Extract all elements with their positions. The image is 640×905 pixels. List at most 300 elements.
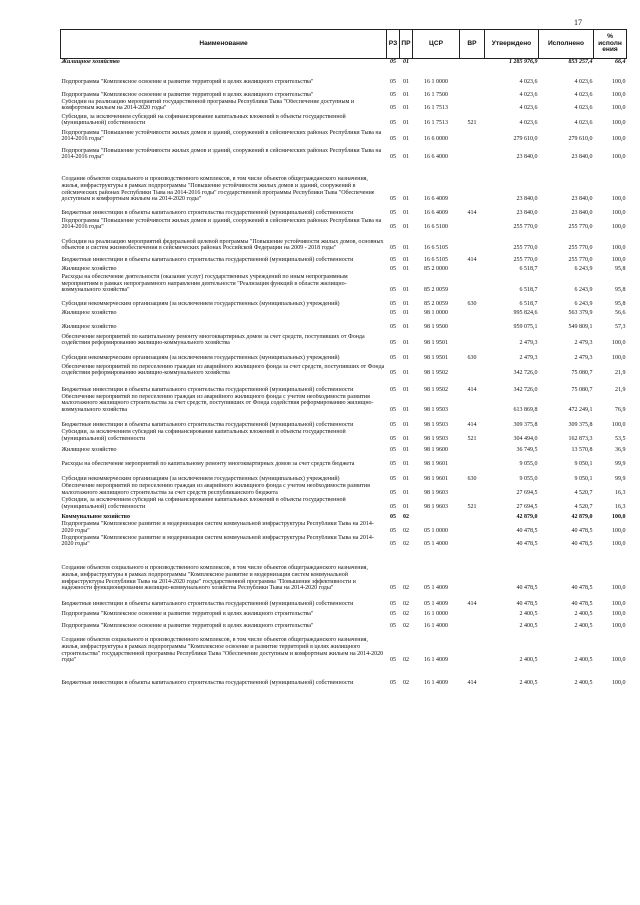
row-vr <box>460 535 485 548</box>
row-rz: 05 <box>390 154 396 161</box>
row-rz: 05 <box>390 257 396 264</box>
row-percent: 100,0 <box>612 245 626 252</box>
row-rz: 05 <box>390 266 396 273</box>
table-row <box>61 377 627 394</box>
row-executed: 4 520,7 <box>574 503 593 510</box>
row-csr: 98 1 9502 <box>424 370 448 377</box>
row-name: Жилищное хозяйство <box>61 59 120 65</box>
row-csr: 98 1 9503 <box>424 421 448 428</box>
row-percent: 100,0 <box>612 136 626 143</box>
row-executed: 4 023,6 <box>574 79 593 85</box>
row-rz: 05 <box>390 387 396 394</box>
row-vr: 414 <box>467 257 477 264</box>
row-name: Бюджетные инвестиции в объекты капитального строительства государственной (муниципальной) собственности <box>61 257 354 264</box>
table-row <box>61 347 627 362</box>
table-row <box>61 273 627 294</box>
row-executed: 23 840,0 <box>571 210 593 217</box>
row-csr: 16 1 7513 <box>424 120 448 127</box>
row-rz: 05 <box>390 601 396 608</box>
row-csr: 98 1 9500 <box>424 324 448 331</box>
row-csr: 16 6 4000 <box>424 154 448 161</box>
row-rz: 05 <box>390 623 396 630</box>
row-name: Подпрограмма "Комплексное развитие и модернизация систем коммунальной инфраструктуры Республики Тыва на 2014-2020 годы" <box>61 534 374 548</box>
row-pr: 01 <box>403 59 409 65</box>
row-approved: 2 479,3 <box>519 340 538 347</box>
row-name: Подпрограмма "Повышение устойчивости жилых домов и зданий, сооружений в сейсмических районах Республики Тыва на 2014-2016 годы" <box>61 129 382 143</box>
row-percent: 16,3 <box>615 489 626 496</box>
row-pr: 01 <box>403 475 409 482</box>
row-name: Обеспечение мероприятий по переселению граждан из аварийного жилищного фонда с учетом необходимости развития малоэтажного жилищного строительства за счет средств, поступивших от Фонда содействия реформированию жилищно-коммунального хозяйства <box>61 393 374 413</box>
row-vr <box>460 331 485 347</box>
row-rz: 05 <box>390 406 396 413</box>
row-approved: 9 055,0 <box>519 475 538 482</box>
row-name: Бюджетные инвестиции в объекты капитального строительства государственной (муниципальной) собственности <box>61 210 354 217</box>
row-rz: 05 <box>390 460 396 467</box>
row-name: Субсидии на реализацию мероприятий федеральной целевой программы "Повышение устойчивости жилых домов, основных объектов и систем жизнеобеспечения в сейсмических районах Российской Федерации на 2009 - 2018 годы" <box>61 238 384 252</box>
page-number: 17 <box>574 18 582 27</box>
row-csr: 16 6 5105 <box>424 245 448 252</box>
table-row <box>61 497 627 511</box>
row-vr <box>460 161 485 203</box>
row-pr: 01 <box>403 421 409 428</box>
row-vr: 521 <box>467 435 477 442</box>
table-row <box>61 112 627 127</box>
row-name: Субсидии некоммерческим организациям (за исключением государственных (муниципальных) учреждений) <box>61 355 340 362</box>
row-executed: 6 243,9 <box>574 287 593 294</box>
row-name: Создание объектов социального и производственного комплексов, в том числе объектов общегражданского назначения, жилья, инфраструктуры в рамках подпрограммы "Повышение устойчивости жилых домов и зданий, сооружений в сейсмических районах Республики Тыва на 2014-2016 годы" государственной программы Республики Тыва "Обеспечение доступным и комфортным жильем на 2014-2020 годы" <box>61 176 375 203</box>
header-csr: ЦСР <box>413 30 460 59</box>
row-approved: 40 478,5 <box>516 541 538 548</box>
row-name: Бюджетные инвестиции в объекты капитального строительства государственной (муниципальной) собственности <box>61 387 354 394</box>
row-percent: 100,0 <box>612 340 626 347</box>
row-rz: 05 <box>390 611 396 618</box>
row-pr: 01 <box>403 301 409 308</box>
row-approved: 959 075,1 <box>513 324 538 331</box>
header-percent: % исполн ения <box>594 30 627 59</box>
row-rz: 05 <box>390 475 396 482</box>
row-vr <box>460 86 485 99</box>
header-vr: ВР <box>460 30 485 59</box>
row-pr: 02 <box>403 623 409 630</box>
row-rz: 05 <box>390 245 396 252</box>
row-pr: 01 <box>403 224 409 231</box>
row-csr <box>413 59 460 66</box>
row-pr: 02 <box>403 513 409 520</box>
row-approved: 23 840,0 <box>516 196 538 203</box>
row-vr <box>460 317 485 331</box>
row-approved: 1 285 976,9 <box>509 59 538 65</box>
row-percent: 100,0 <box>612 680 626 687</box>
row-pr: 01 <box>403 136 409 143</box>
row-executed: 4 023,6 <box>574 105 593 112</box>
table-row <box>61 99 627 112</box>
row-executed: 75 080,7 <box>571 387 593 394</box>
header-pr: ПР <box>400 30 413 59</box>
row-approved: 40 478,5 <box>516 527 538 534</box>
row-approved: 40 478,5 <box>516 601 538 608</box>
row-approved: 4 023,6 <box>519 79 538 85</box>
row-csr: 16 1 4009 <box>424 657 448 664</box>
row-name: Бюджетные инвестиции в объекты капитального строительства государственной (муниципальной) собственности <box>61 680 354 687</box>
table-row <box>61 414 627 429</box>
row-pr: 01 <box>403 387 409 394</box>
row-csr: 98 1 9501 <box>424 355 448 362</box>
row-name: Коммунальное хозяйство <box>61 513 130 520</box>
row-csr: 16 6 4009 <box>424 196 448 203</box>
row-percent: 100,0 <box>612 623 626 630</box>
row-pr: 01 <box>403 120 409 127</box>
row-pr: 01 <box>403 210 409 217</box>
row-vr <box>460 59 485 66</box>
table-row <box>61 59 627 66</box>
row-vr <box>460 483 485 497</box>
row-csr: 98 1 9601 <box>424 475 448 482</box>
row-vr <box>460 618 485 630</box>
row-approved: 613 869,8 <box>513 406 538 413</box>
row-percent: 99,9 <box>615 460 626 467</box>
row-approved: 2 400,5 <box>519 657 538 664</box>
row-executed: 6 243,9 <box>574 266 593 273</box>
row-vr: 521 <box>467 120 477 127</box>
row-executed: 2 400,5 <box>574 657 593 664</box>
row-pr: 02 <box>403 527 409 534</box>
row-csr: 85 2 0059 <box>424 287 448 294</box>
row-name: Субсидии, за исключением субсидий на софинансирование капитальных вложений в объекты государственной (муниципальной) собственности <box>61 429 346 442</box>
row-csr: 98 1 9502 <box>424 387 448 394</box>
table-row <box>61 592 627 608</box>
row-approved: 995 824,6 <box>513 310 538 317</box>
row-rz: 05 <box>390 340 396 347</box>
row-pr: 02 <box>403 541 409 548</box>
row-percent: 56,6 <box>615 310 626 317</box>
row-csr: 16 1 0000 <box>424 611 448 618</box>
row-percent: 100,0 <box>612 601 626 608</box>
row-approved: 255 770,0 <box>513 257 538 264</box>
row-percent: 95,8 <box>615 266 626 273</box>
row-percent: 100,0 <box>612 513 626 520</box>
row-executed: 255 770,0 <box>568 224 593 231</box>
row-vr: 630 <box>467 475 477 482</box>
row-name: Жилищное хозяйство <box>61 446 117 453</box>
row-csr: 16 1 4000 <box>424 623 448 630</box>
row-percent: 100,0 <box>612 105 626 112</box>
row-csr: 98 1 0000 <box>424 310 448 317</box>
row-vr: 414 <box>467 680 477 687</box>
row-percent: 100,0 <box>612 657 626 664</box>
row-approved: 6 518,7 <box>519 266 538 273</box>
row-approved: 2 400,5 <box>519 623 538 630</box>
row-name: Жилищное хозяйство <box>61 310 117 317</box>
table-row <box>61 468 627 483</box>
row-rz: 05 <box>390 527 396 534</box>
row-executed: 13 570,8 <box>571 446 593 453</box>
row-csr: 05 1 4009 <box>424 585 448 592</box>
table-row <box>61 143 627 161</box>
table-row <box>61 66 627 86</box>
table-row <box>61 664 627 687</box>
row-approved: 2 400,5 <box>519 680 538 687</box>
row-csr: 16 6 4009 <box>424 210 448 217</box>
row-executed: 279 610,0 <box>568 136 593 143</box>
row-approved: 4 023,6 <box>519 92 538 98</box>
row-pr: 01 <box>403 340 409 347</box>
row-name: Подпрограмма "Комплексное развитие и модернизация систем коммунальной инфраструктуры Республики Тыва на 2014-2020 годы" <box>61 521 374 534</box>
row-rz: 05 <box>390 657 396 664</box>
row-pr: 01 <box>403 196 409 203</box>
row-percent: 100,0 <box>612 79 626 85</box>
row-approved: 255 770,0 <box>513 245 538 252</box>
budget-table <box>60 29 627 687</box>
row-name: Жилищное хозяйство <box>61 266 117 273</box>
row-approved: 4 023,6 <box>519 120 538 127</box>
row-name: Жилищное хозяйство <box>61 324 117 331</box>
row-rz: 05 <box>390 421 396 428</box>
row-pr: 01 <box>403 92 409 98</box>
row-executed: 549 809,1 <box>568 324 593 331</box>
row-executed: 9 050,1 <box>574 460 593 467</box>
row-pr: 01 <box>403 435 409 442</box>
row-rz: 05 <box>390 224 396 231</box>
row-rz: 05 <box>390 196 396 203</box>
table-row <box>61 618 627 630</box>
row-percent: 66,4 <box>615 59 626 65</box>
row-percent: 21,9 <box>615 387 626 394</box>
row-vr <box>460 511 485 521</box>
table-header <box>61 30 627 59</box>
row-rz: 05 <box>390 489 396 496</box>
row-executed: 4 520,7 <box>574 489 593 496</box>
row-name: Подпрограмма "Комплексное освоение и развитие территорий в целях жилищного строительства" <box>61 92 314 98</box>
row-vr <box>460 99 485 112</box>
row-vr <box>460 608 485 618</box>
row-name: Субсидии, за исключением субсидий на софинансирование капитальных вложений в объекты государственной (муниципальной) собственности <box>61 113 346 127</box>
row-pr: 01 <box>403 370 409 377</box>
row-approved: 6 518,7 <box>519 301 538 308</box>
row-name: Подпрограмма "Повышение устойчивости жилых домов и зданий, сооружений в сейсмических районах Республики Тыва на 2014-2016 годы" <box>61 217 382 231</box>
row-percent: 100,0 <box>612 257 626 264</box>
table-row <box>61 535 627 548</box>
row-executed: 563 379,9 <box>568 310 593 317</box>
row-name: Субсидии некоммерческим организациям (за исключением государственных (муниципальных) учреждений) <box>61 475 340 482</box>
row-name: Субсидии, за исключением субсидий на софинансирование капитальных вложений в объекты государственной (муниципальной) собственности <box>61 497 346 510</box>
row-approved: 9 055,0 <box>519 460 538 467</box>
row-name: Подпрограмма "Повышение устойчивости жилых домов и зданий, сооружений в сейсмических районах Республики Тыва на 2014-2016 годы" <box>61 147 382 161</box>
row-approved: 4 023,6 <box>519 105 538 112</box>
row-executed: 162 873,3 <box>568 435 593 442</box>
row-approved: 279 610,0 <box>513 136 538 143</box>
row-vr <box>460 454 485 468</box>
row-pr: 01 <box>403 287 409 294</box>
row-csr: 98 1 9501 <box>424 340 448 347</box>
row-name: Создание объектов социального и производственного комплексов, в том числе объектов общегражданского назначения, жилья, инфраструктуры в рамках подпрограммы "Комплексное развитие и модернизация систем коммунальной инфраструктуры Республики Тыва на 2014-2020 годы" государственной программы "Повышение эффективности и надежности функционирования жилищно-коммунального хозяйства Республики Тыва на 2014-2020 годы" <box>61 565 368 592</box>
row-pr: 02 <box>403 585 409 592</box>
row-name: Создание объектов социального и производственного комплексов, в том числе объектов общегражданского назначения, жилья, инфраструктуры в рамках подпрограммы "Комплексное освоение и развитие территорий в целях жилищного строительства" государственной программы Республики Тыва "Обеспечение доступным и комфортным жильем на 2014-2020 годы" <box>61 637 384 664</box>
row-rz: 05 <box>390 355 396 362</box>
row-percent: 100,0 <box>612 421 626 428</box>
row-rz: 05 <box>390 585 396 592</box>
row-csr: 16 1 0000 <box>424 79 448 85</box>
row-rz: 05 <box>390 541 396 548</box>
row-name: Бюджетные инвестиции в объекты капитального строительства государственной (муниципальной) собственности <box>61 421 354 428</box>
row-executed: 2 400,5 <box>574 611 593 618</box>
row-executed: 40 478,5 <box>571 527 593 534</box>
row-approved: 36 749,5 <box>516 446 538 453</box>
row-name: Подпрограмма "Комплексное освоение и развитие территорий в целях жилищного строительства" <box>61 623 314 630</box>
row-csr <box>413 511 460 521</box>
row-rz: 05 <box>390 79 396 85</box>
row-rz: 05 <box>390 513 396 520</box>
row-percent: 100,0 <box>612 120 626 127</box>
row-pr: 01 <box>403 446 409 453</box>
row-csr: 16 1 4009 <box>424 680 448 687</box>
row-csr: 05 1 4000 <box>424 541 448 548</box>
table-row <box>61 161 627 203</box>
row-rz: 05 <box>390 301 396 308</box>
row-executed: 255 770,0 <box>568 245 593 252</box>
row-vr <box>460 231 485 252</box>
row-executed: 2 400,5 <box>574 680 593 687</box>
row-percent: 100,0 <box>612 210 626 217</box>
table-row <box>61 454 627 468</box>
row-approved: 309 375,8 <box>513 421 538 428</box>
table-row <box>61 294 627 308</box>
row-percent: 100,0 <box>612 224 626 231</box>
table-row <box>61 394 627 414</box>
row-csr: 98 1 9603 <box>424 489 448 496</box>
row-percent: 95,8 <box>615 301 626 308</box>
table-row <box>61 252 627 264</box>
table-row <box>61 264 627 273</box>
row-vr <box>460 143 485 161</box>
row-name: Подпрограмма "Комплексное освоение и развитие территорий в целях жилищного строительства" <box>61 79 314 85</box>
table-row <box>61 317 627 331</box>
row-executed: 9 050,1 <box>574 475 593 482</box>
row-csr: 16 6 5105 <box>424 257 448 264</box>
row-name: Обеспечение мероприятий по переселению граждан из аварийного жилищного фонда с учетом необходимости развития малоэтажного жилищного строительства за счет средств республиканского бюджета <box>61 483 370 496</box>
table-row <box>61 483 627 497</box>
row-executed: 255 770,0 <box>568 257 593 264</box>
row-rz: 05 <box>390 370 396 377</box>
table-row <box>61 429 627 443</box>
row-vr <box>460 264 485 273</box>
row-vr <box>460 362 485 377</box>
row-executed: 42 879,0 <box>571 513 593 520</box>
row-vr: 630 <box>467 301 477 308</box>
row-vr <box>460 127 485 143</box>
row-vr <box>460 217 485 231</box>
row-rz: 05 <box>390 92 396 98</box>
row-csr: 16 1 7500 <box>424 92 448 98</box>
header-executed: Исполнено <box>539 30 594 59</box>
row-percent: 21,9 <box>615 370 626 377</box>
row-csr: 05 1 0000 <box>424 527 448 534</box>
row-executed: 309 375,8 <box>568 421 593 428</box>
row-executed: 40 478,5 <box>571 541 593 548</box>
row-percent: 100,0 <box>612 585 626 592</box>
row-executed: 6 243,9 <box>574 301 593 308</box>
row-pr: 01 <box>403 257 409 264</box>
table-row <box>61 608 627 618</box>
row-name: Субсидии на реализацию мероприятий государственной программы Республики Тыва "Обеспечение доступным и комфортным жильем на 2014-2020 годы" <box>61 98 355 112</box>
row-approved: 2 479,3 <box>519 355 538 362</box>
row-approved: 342 726,0 <box>513 370 538 377</box>
table-row <box>61 308 627 317</box>
row-executed: 40 478,5 <box>571 585 593 592</box>
row-approved: 27 694,5 <box>516 489 538 496</box>
row-executed: 2 479,3 <box>574 355 593 362</box>
row-rz: 05 <box>390 105 396 112</box>
row-percent: 100,0 <box>612 355 626 362</box>
row-approved: 23 840,0 <box>516 210 538 217</box>
row-csr: 05 1 4009 <box>424 601 448 608</box>
table-row <box>61 203 627 217</box>
table-row <box>61 548 627 592</box>
table-row <box>61 511 627 521</box>
row-pr: 01 <box>403 324 409 331</box>
row-vr: 414 <box>467 387 477 394</box>
row-csr: 98 1 9503 <box>424 406 448 413</box>
row-rz: 05 <box>390 435 396 442</box>
row-approved: 23 840,0 <box>516 154 538 161</box>
row-rz: 05 <box>390 136 396 143</box>
row-pr: 01 <box>403 310 409 317</box>
row-approved: 40 478,5 <box>516 585 538 592</box>
row-name: Расходы на обеспечение мероприятий по капитальному ремонту многоквартирных домов за счет средств бюджета <box>61 460 355 467</box>
row-percent: 53,5 <box>615 435 626 442</box>
header-rz: РЗ <box>387 30 400 59</box>
row-pr: 02 <box>403 611 409 618</box>
row-csr: 98 1 9503 <box>424 435 448 442</box>
row-pr: 02 <box>403 601 409 608</box>
row-csr: 16 1 7513 <box>424 105 448 112</box>
table-row <box>61 521 627 535</box>
table-row <box>61 127 627 143</box>
row-name: Обеспечение мероприятий по переселению граждан из аварийного жилищного фонда за счет средств, поступивших от Фонда содействия реформированию жилищно-коммунального хозяйства <box>61 363 385 377</box>
row-approved: 42 879,0 <box>516 513 538 520</box>
row-percent: 100,0 <box>612 92 626 98</box>
row-percent: 76,9 <box>615 406 626 413</box>
row-percent: 57,3 <box>615 324 626 331</box>
row-pr: 01 <box>403 503 409 510</box>
row-csr: 85 2 0000 <box>424 266 448 273</box>
row-approved: 255 770,0 <box>513 224 538 231</box>
row-executed: 4 023,6 <box>574 120 593 127</box>
row-executed: 40 478,5 <box>571 601 593 608</box>
row-vr: 414 <box>467 210 477 217</box>
table-row <box>61 362 627 377</box>
row-csr: 98 1 9603 <box>424 503 448 510</box>
row-percent: 100,0 <box>612 154 626 161</box>
row-csr: 98 1 9601 <box>424 460 448 467</box>
row-name: Расходы на обеспечение деятельности (оказание услуг) государственных учреждений по иным непрограммным мероприятиям в рамках непрограммного направления деятельности "Реализация функций в области жилищно-коммунального хозяйства" <box>61 274 348 294</box>
row-rz: 05 <box>390 310 396 317</box>
row-vr <box>460 548 485 592</box>
row-approved: 304 494,0 <box>513 435 538 442</box>
row-vr <box>460 66 485 86</box>
row-pr: 01 <box>403 460 409 467</box>
row-rz: 05 <box>390 59 396 65</box>
row-vr: 521 <box>467 503 477 510</box>
row-percent: 99,9 <box>615 475 626 482</box>
row-name: Подпрограмма "Комплексное освоение и развитие территорий в целях жилищного строительства" <box>61 611 314 618</box>
row-vr <box>460 308 485 317</box>
row-percent: 100,0 <box>612 541 626 548</box>
table-row <box>61 217 627 231</box>
row-csr: 16 6 5100 <box>424 224 448 231</box>
row-executed: 23 840,0 <box>571 196 593 203</box>
row-executed: 472 249,1 <box>568 406 593 413</box>
table-row <box>61 331 627 347</box>
